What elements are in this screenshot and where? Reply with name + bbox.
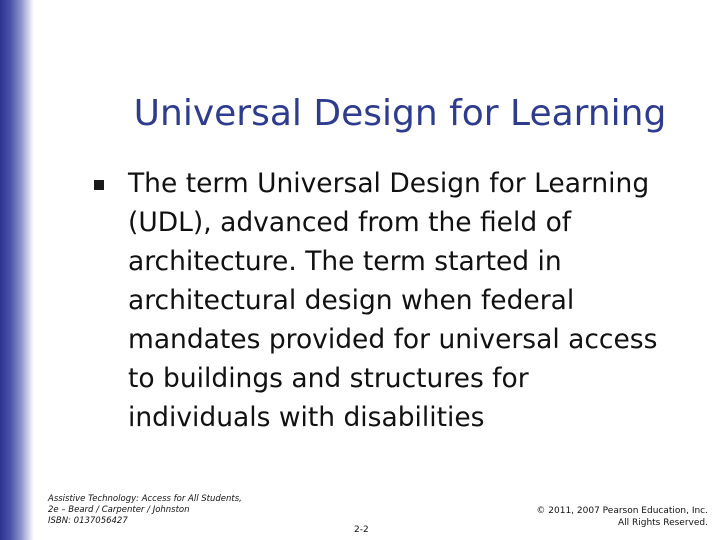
- slide-title: Universal Design for Learning: [133, 93, 667, 134]
- left-gradient-band: [0, 0, 34, 540]
- page-number: 2-2: [354, 525, 369, 535]
- square-bullet-icon: [94, 180, 104, 190]
- footer-citation: Assistive Technology: Access for All Students, 2e – Beard / Carpenter / Johnston ISBN: 0137056427: [48, 494, 242, 526]
- bullet-text: The term Universal Design for Learning (UDL), advanced from the field of architecture. The term started in architectural design when federal mandates provided for universal access to buildings and structures for individuals with disabilities: [128, 168, 658, 433]
- footer-copyright: © 2011, 2007 Pearson Education, Inc. All Rights Reserved.: [536, 506, 708, 528]
